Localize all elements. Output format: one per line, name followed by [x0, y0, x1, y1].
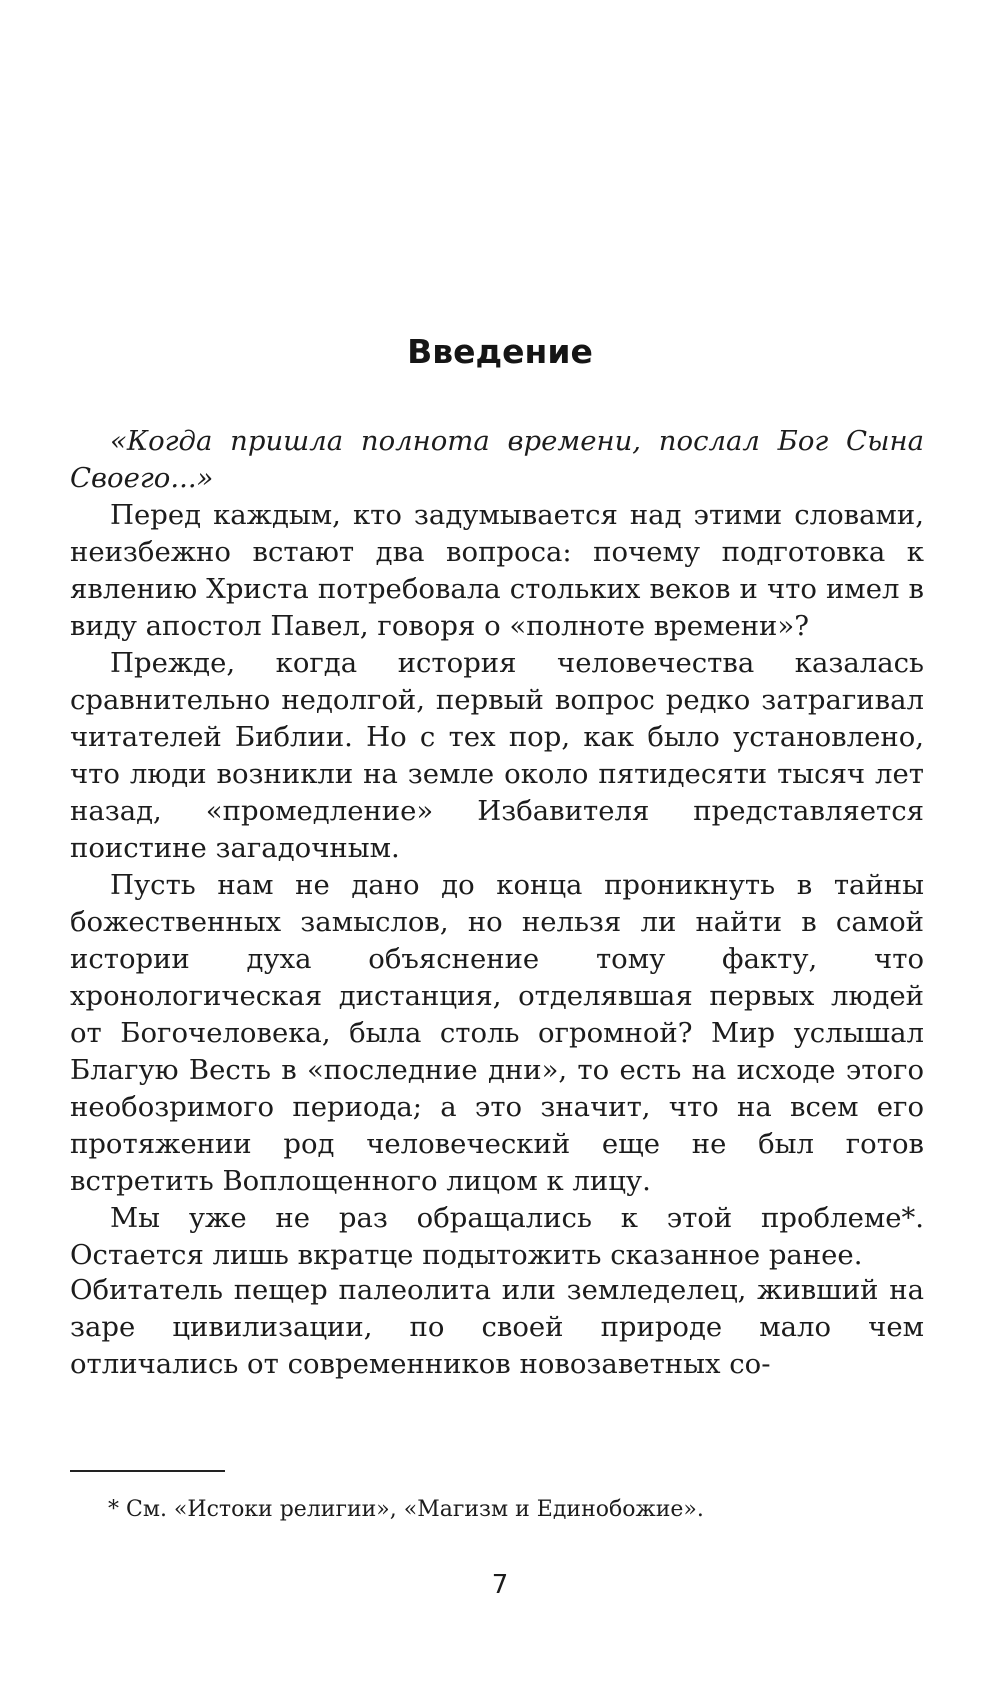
footnote-divider — [70, 1470, 225, 1472]
page-number: 7 — [491, 1570, 509, 1600]
section-paragraph: Обитатель пещер палеолита или земледелец, живший на заре цивилизации, по своей природе мало чем отличались от современников новозаветных со- — [70, 1274, 924, 1380]
footnote: * См. «Истоки религии», «Магизм и Единобожие». — [108, 1497, 704, 1522]
epigraph: «Когда пришла полнота времени, послал Бог Сына Своего...» — [70, 425, 924, 494]
section-text — [70, 1272, 924, 1383]
paragraph-1: Перед каждым, кто задумывается над этими словами, неизбежно встают два вопроса: почему подготовка к явлению Христа потребовала стольких веков и что имел в виду апостол Павел, говоря о «полноте времени»? — [70, 499, 924, 642]
main-text — [70, 423, 924, 1274]
paragraph-2: Прежде, когда история человечества казалась сравнительно недолгой, первый вопрос редко затрагивал читателей Библии. Но с тех пор, как было установлено, что люди возникли на земле около пятидесяти тысяч лет назад, «промедление» Избавителя представляется поистине загадочным. — [70, 647, 924, 864]
chapter-heading: Введение — [407, 332, 593, 371]
paragraph-3: Пусть нам не дано до конца проникнуть в тайны божественных замыслов, но нельзя ли найти в самой истории духа объяснение тому факту, что хронологическая дистанция, отделявшая первых людей от Богочеловека, была столь огромной? Мир услышал Благую Весть в «последние дни», то есть на исходе этого необозримого периода; а это значит, что на всем его протяжении род человеческий еще не был готов встретить Воплощенного лицом к лицу. — [70, 869, 924, 1197]
paragraph-4: Мы уже не раз обращались к этой проблеме*. Остается лишь вкратце подытожить сказанное ранее. — [70, 1202, 924, 1271]
